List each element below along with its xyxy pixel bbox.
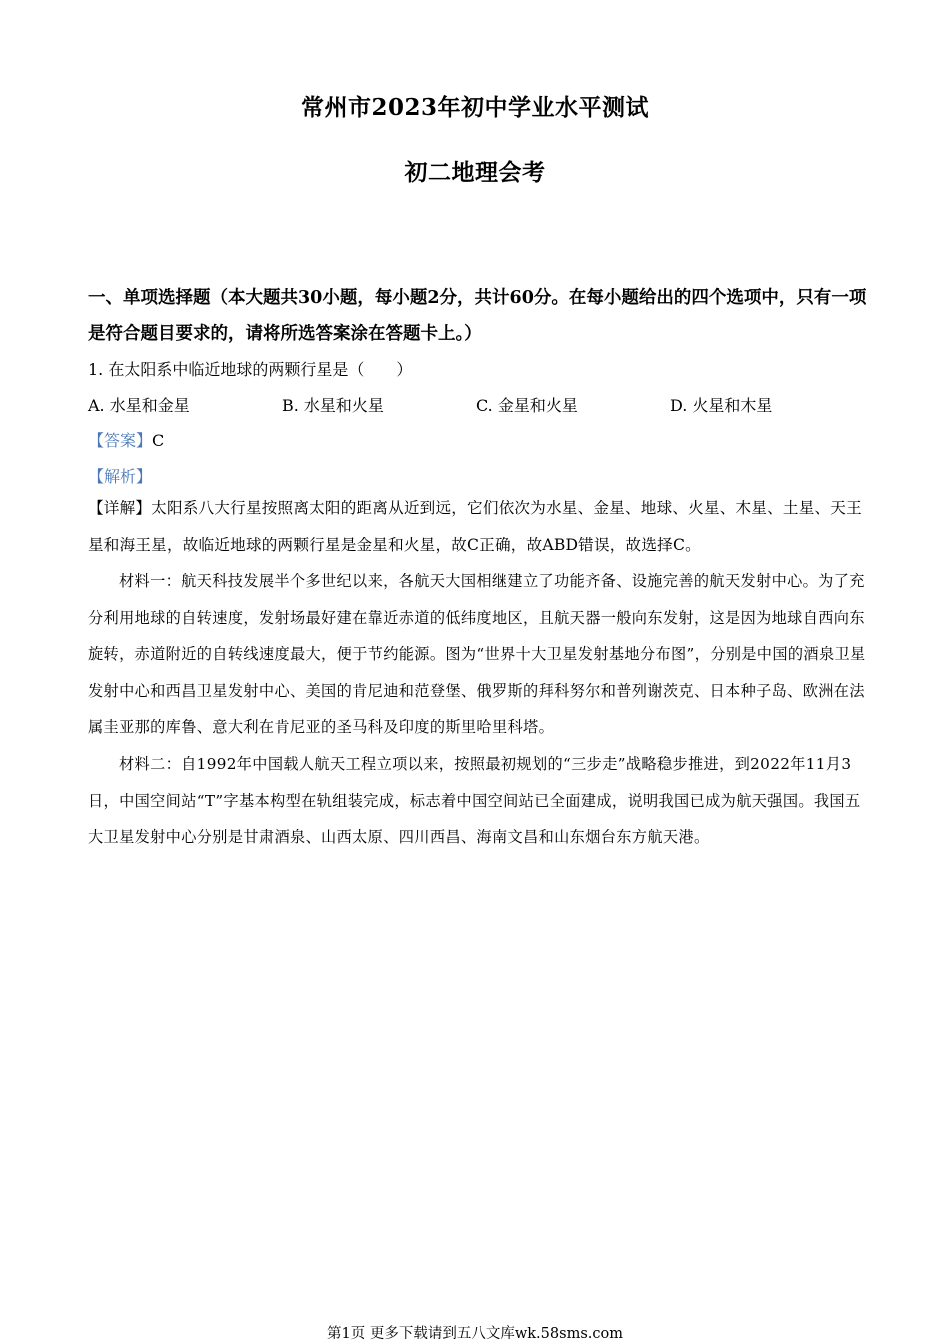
answer-value: C [152, 431, 165, 450]
page-footer: 第1页 更多下载请到五八文库wk.58sms.com [327, 1326, 623, 1342]
answer-line [88, 428, 164, 451]
exam-subtitle: 初二地理会考 [404, 159, 546, 186]
exam-title: 常州市2023年初中学业水平测试 [300, 94, 649, 121]
question-1-stem: 1. 在太阳系中临近地球的两颗行星是（ ） [88, 360, 413, 379]
option-b: B. 水星和火星 [282, 396, 384, 415]
analysis-tag: 【解析】 [88, 467, 153, 486]
material-one: 材料一：航天科技发展半个多世纪以来，各航天大国相继建立了功能齐备、设施完善的航天发射中心。为了充分利用地球的自转速度，发射场最好建在靠近赤道的低纬度地区，且航天器一般向东发射，这是因为地球自西向东旋转，赤道附近的自转线速度最大，便于节约能源。图为“世界十大卫星发射基地分布图”，分别是中国的酒泉卫星发射中心和西昌卫星发射中心、美国的肯尼迪和范登堡、俄罗斯的拜科努尔和普列谢茨克、日本种子岛、欧洲在法属圭亚那的库鲁、意大利在肯尼亚的圣马科及印度的斯里哈里科塔。 [88, 572, 866, 736]
detail-explanation: 【详解】太阳系八大行星按照离太阳的距离从近到远，它们依次为水星、金星、地球、火星、木星、土星、天王星和海王星，故临近地球的两颗行星是金星和火星，故C正确，故ABD错误，故选择C。 [88, 499, 862, 554]
answer-tag: 【答案】 [88, 431, 153, 450]
option-c: C. 金星和火星 [476, 396, 578, 415]
option-d: D. 火星和木星 [670, 396, 773, 415]
option-a: A. 水星和金星 [88, 396, 190, 415]
material-two: 材料二：自1992年中国载人航天工程立项以来，按照最初规划的“三步走”战略稳步推进，到2022年11月3日，中国空间站“T”字基本构型在轨组装完成，标志着中国空间站已全面建成，说明我国已成为航天强国。我国五大卫星发射中心分别是甘肃酒泉、山西太原、四川西昌、海南文昌和山东烟台东方航天港。 [88, 755, 861, 846]
section-heading: 一、单项选择题（本大题共30小题，每小题2分，共计60分。在每小题给出的四个选项中，只有一项是符合题目要求的，请将所选答案涂在答题卡上。） [88, 288, 867, 344]
